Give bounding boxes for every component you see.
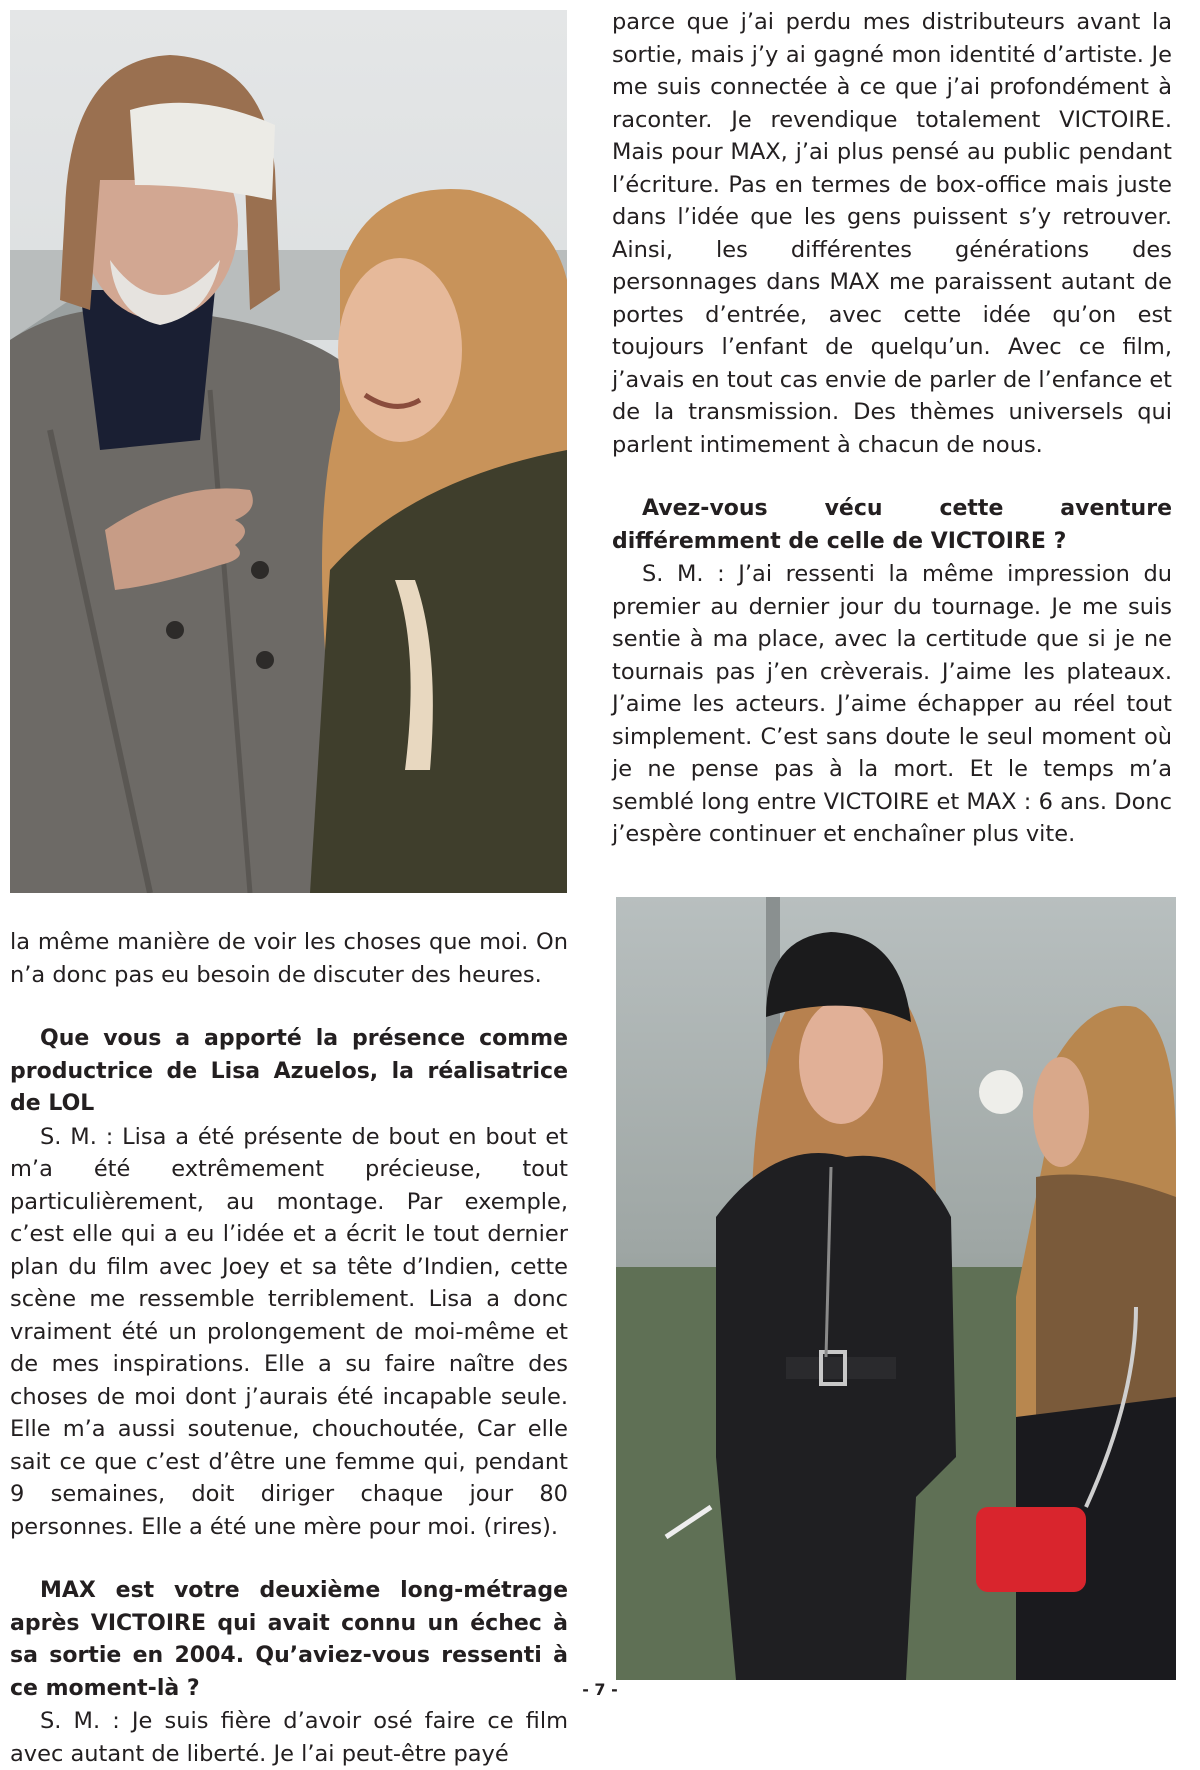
photo-man-and-woman [10,10,567,893]
page-number: - 7 - [582,1680,618,1699]
answer-victoire: S. M. : J’ai ressenti la même impression du premier au dernier jour du tournage. Je me suis sentie à ma place, avec la certitude que si je ne tournais pas j’en crèverais. J’aime les plateaux. J’aime les acteurs. J’aime échapper au réel tout simplement. C’est sans doute le seul moment où je ne pense pas à la mort. Et le temps m’a semblé long entre VICTOIRE et MAX : 6 ans. Donc j’espère continuer et enchaîner plus vite. [612,561,1172,847]
answer-max-victoire: S. M. : Je suis fière d’avoir osé faire ce film avec autant de liberté. Je l’ai peut-être payé [10,1708,568,1767]
question-max-victoire: MAX est votre deuxième long-métrage après VICTOIRE qui avait connu un échec à sa sortie en 2004. Qu’aviez-vous ressenti à ce moment-là ? [10,1578,568,1701]
question-lisa-azuelos: Que vous a apporté la présence comme productrice de Lisa Azuelos, la réalisatrice de LOL [10,1026,568,1116]
question-victoire: Avez-vous vécu cette aventure différemment de celle de VICTOIRE ? [612,496,1172,554]
text-column-left [10,926,568,1770]
answer-continuation-bottom: la même manière de voir les choses que moi. On n’a donc pas eu besoin de discuter des heures. [10,929,568,988]
photo-two-women [616,897,1176,1680]
answer-lisa-azuelos: S. M. : Lisa a été présente de bout en bout et m’a été extrêmement précieuse, tout particulièrement, au montage. Par exemple, c’est elle qui a eu l’idée et a écrit le tout dernier plan du film avec Joey et sa tête d’Indien, cette scène me ressemble terriblement. Lisa a donc vraiment été un prolongement de moi-même et de mes inspirations. Elle a su faire naître des choses de moi dont j’aurais été incapable seule. Elle m’a aussi soutenue, chouchoutée, Car elle sait ce que c’est d’être une femme qui, pendant 9 semaines, doit diriger chaque jour 80 personnes. Elle a été une mère pour moi. (rires). [10,1123,568,1540]
answer-continuation: parce que j’ai perdu mes distributeurs avant la sortie, mais j’y ai gagné mon identité d’artiste. Je me suis connectée à ce que j’ai profondément à raconter. Je revendique totalement VICTOIRE. Mais pour MAX, j’ai plus pensé au public pendant l’écriture. Pas en termes de box-office mais juste dans l’idée que les gens puissent s’y retrouver. Ainsi, les différentes générations des personnages dans MAX me paraissent autant de portes d’entrée, avec cette idée qu’on est toujours l’enfant de quelqu’un. Avec ce film, j’avais en tout cas envie de parler de l’enfance et de la transmission. Des thèmes universels qui parlent intimement à chacun de nous. [612,9,1172,458]
text-column-right [612,6,1172,851]
